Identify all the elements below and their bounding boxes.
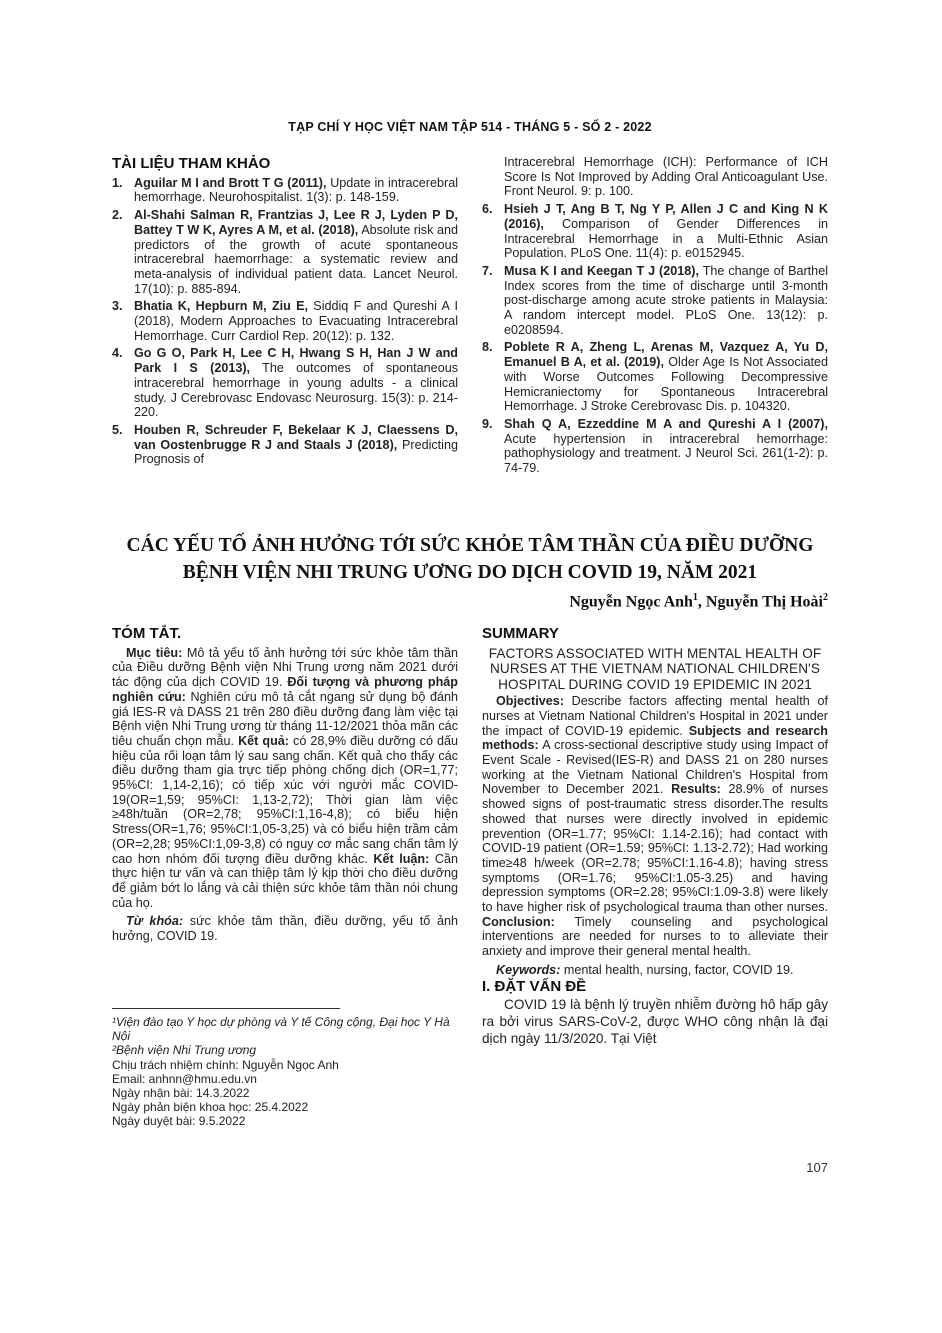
en-article-title: FACTORS ASSOCIATED WITH MENTAL HEALTH OF NURSES AT THE VIETNAM NATIONAL CHILDREN'S HOSPITAL DURING COVID 19 EPIDEMIC IN 2021 [488, 645, 822, 692]
reference-item: 5. Houben R, Schreuder F, Bekelaar K J, Claessens D, van Oostenbrugge R J and Staals J (2018), Predicting Prognosis of [112, 422, 458, 467]
article-title [112, 532, 828, 586]
reference-item: 3. Bhatia K, Hepburn M, Ziu E, Siddiq F and Qureshi A I (2018), Modern Approaches to Evacuating Intracerebral Hemorrhage. Curr Cardiol Rep. 20(12): p. 132. [112, 299, 458, 343]
vn-abstract-body: Mục tiêu: Mô tả yếu tố ảnh hưởng tới sức khỏe tâm thần của Điều dưỡng Bệnh viện Nhi Trung ương năm 2021 dưới tác động của dịch COVID 19. Đối tượng và phương pháp nghiên cứu: Nghiên cứu mô tả cắt ngang sử dụng bộ đánh giá IES-R và DASS 21 trên 280 điều dưỡng đang làm việc tại Bệnh viện Nhi Trung ương từ tháng 11-12/2021 thỏa mãn các tiêu chuẩn chọn mẫu. Kết quả: có 28,9% điều dưỡng có dấu hiệu của rối loạn tâm lý sau sang chấn. Kết quả cho thấy các điều dưỡng tham gia trực tiếp phòng chống dịch (OR=1,77; 95%CI: 1,14-2,16); có tiếp xúc với người mắc COVID-19(OR=1,59; 95%CI: 1,13-2,72); Thời gian làm việc ≥48h/tuần (OR=2,78; 95%CI:1,16-4,8); có biểu hiện Stress(OR=1,76; 95%CI:1,05-3,25) và có biểu hiện trầm cảm (OR=2,28; 95%CI:1,09-3,8) có nguy cơ mắc sang chấn tâm lý cao hơn nhóm đối tượng điều dưỡng khác. Kết luận: Cần thực hiện tư vấn và can thiệp tâm lý kịp thời cho điều dưỡng để giảm bớt lo lắng và cải thiện sức khỏe tâm thần nói chung của họ. [112, 645, 459, 910]
footnote-affiliation-2: ²Bệnh viện Nhi Trung ương [112, 1043, 257, 1058]
intro-paragraph: COVID 19 là bệnh lý truyền nhiễm đường hô hấp gây ra bởi virus SARS-CoV-2, được WHO công nhận là đại dịch ngày 11/3/2020. Tại Việt [482, 997, 828, 1047]
en-keywords: Keywords: mental health, nursing, factor, COVID 19. [496, 962, 794, 977]
references-title: TÀI LIỆU THAM KHẢO [112, 155, 271, 172]
footnote-approved: Ngày duyệt bài: 9.5.2022 [112, 1114, 246, 1129]
en-abstract-column [482, 627, 828, 1047]
references-left-column [112, 157, 458, 470]
reference-continuation: Intracerebral Hemorrhage (ICH): Performance of ICH Score Is Not Improved by Adding Oral Anticoagulant Use. Front Neurol. 9: p. 100. [504, 155, 828, 199]
footnote-affiliation-1: ¹Viện đào tạo Y học dự phòng và Y tế Công cộng, Đại học Y Hà Nội [112, 1015, 450, 1044]
vn-abstract-heading: TÓM TẮT. [112, 625, 182, 642]
en-abstract-heading: SUMMARY [482, 625, 559, 642]
footnotes [112, 1008, 458, 1129]
journal-header: TẠP CHÍ Y HỌC VIỆT NAM TẬP 514 - THÁNG 5 - SỐ 2 - 2022 [288, 120, 652, 134]
reference-item: 6. Hsieh J T, Ang B T, Ng Y P, Allen J C and King N K (2016), Comparison of Gender Differences in Intracerebral Hemorrhage in a Multi-Ethnic Asian Population. PLoS One. 11(4): p. e0152945. [482, 202, 828, 261]
footnote-received: Ngày nhận bài: 14.3.2022 [112, 1086, 250, 1101]
reference-list-right [482, 202, 828, 476]
reference-item: 1. Aguilar M I and Brott T G (2011), Update in intracerebral hemorrhage. Neurohospitalist. 1(3): p. 148-159. [112, 175, 459, 205]
reference-item: 8. Poblete R A, Zheng L, Arenas M, Vazquez A, Yu D, Emanuel B A, et al. (2019), Older Age Is Not Associated with Worse Outcomes Following Decompressive Hemicraniectomy for Spontaneous Intracerebral Hemorrhage. J Stroke Cerebrovasc Dis. p. 104320. [482, 340, 828, 414]
reference-item: 2. Al-Shahi Salman R, Frantzias J, Lee R J, Lyden P D, Battey T W K, Ayres A M, et al. (2018), Absolute risk and predictors of the growth of acute spontaneous intracerebral haemorrhage: a systematic review and meta-analysis of individual patient data. Lancet Neurol. 17(10): p. 885-894. [112, 208, 458, 296]
vn-abstract-column [112, 627, 458, 944]
references-right-column [482, 155, 828, 479]
footnote-corresponding: Chịu trách nhiệm chính: Nguyễn Ngọc Anh [112, 1057, 339, 1072]
footnote-email: Email: anhnn@hmu.edu.vn [112, 1071, 257, 1086]
reference-item: 7. Musa K I and Keegan T J (2018), The change of Barthel Index scores from the time of discharge until 3-month post-discharge among acute stroke patients in Malaysia: A random intercept model. PLoS One. 13(12): p. e0208594. [482, 263, 828, 337]
article-title-line2: BỆNH VIỆN NHI TRUNG ƯƠNG DO DỊCH COVID 19, NĂM 2021 [182, 562, 758, 583]
en-abstract-body: Objectives: Describe factors affecting mental health of nurses at Vietnam National Children's Hospital in 2021 under the impact of COVID-19 epidemic. Subjects and research methods: A cross-sectional descriptive study using Impact of Event Scale - Revised(IES-R) and DASS 21 on 280 nurses working at the Vietnam National Children's Hospital from November to December 2021. Results: 28.9% of nurses showed signs of post-traumatic stress disorder.The results showed that nurses were directly involved in epidemic prevention (OR=1.77; 95%CI: 1.14-2.16); had contact with COVID-19 patient (OR=1.59; 95%CI: 1.13-2.72); Had working time≥48 h/week (OR=2.78; 95%CI:1.16-4.8); having stress symptoms (OR=1.76; 95%CI:1.05-3.25) and having depression symptoms (OR=2.28; 95%CI:1.09-3.8) were likely to have higher risk of psychological trauma than other nurses. Conclusion: Timely counseling and psychological interventions are needed for nurses to to alleviate their anxiety and improve their general mental health. [482, 694, 828, 959]
author-line: Nguyễn Ngọc Anh$^1$, Nguyễn Thị Hoài$^2$ [569, 592, 828, 611]
reference-list-left [112, 176, 458, 467]
author-name: Nguyễn Ngọc Anh [569, 593, 693, 611]
vn-keywords: Từ khóa: sức khỏe tâm thần, điều dưỡng, yếu tố ảnh hưởng, COVID 19. [112, 914, 458, 944]
page-number: 107 [806, 1160, 828, 1175]
footnote-reviewed: Ngày phản biện khoa học: 25.4.2022 [112, 1100, 309, 1115]
intro-heading: I. ĐẶT VẤN ĐỀ [482, 977, 587, 995]
reference-item: 9. Shah Q A, Ezzeddine M A and Qureshi A I (2007), Acute hypertension in intracerebral hemorrhage: pathophysiology and treatment. J Neurol Sci. 261(1-2): p. 74-79. [482, 416, 828, 476]
article-title-line1: CÁC YẾU TỐ ẢNH HƯỞNG TỚI SỨC KHỎE TÂM THẦN CỦA ĐIỀU DƯỠNG [126, 535, 814, 556]
reference-item: 4. Go G O, Park H, Lee C H, Hwang S H, Han J W and Park I S (2013), The outcomes of spontaneous intracerebral hemorrhage in young adults - a clinical study. J Cerebrovasc Endovasc Neurosurg. 15(3): p. 214-220. [112, 346, 458, 420]
author-name: Nguyễn Thị Hoài [705, 593, 823, 611]
footnote-divider [112, 1008, 340, 1009]
